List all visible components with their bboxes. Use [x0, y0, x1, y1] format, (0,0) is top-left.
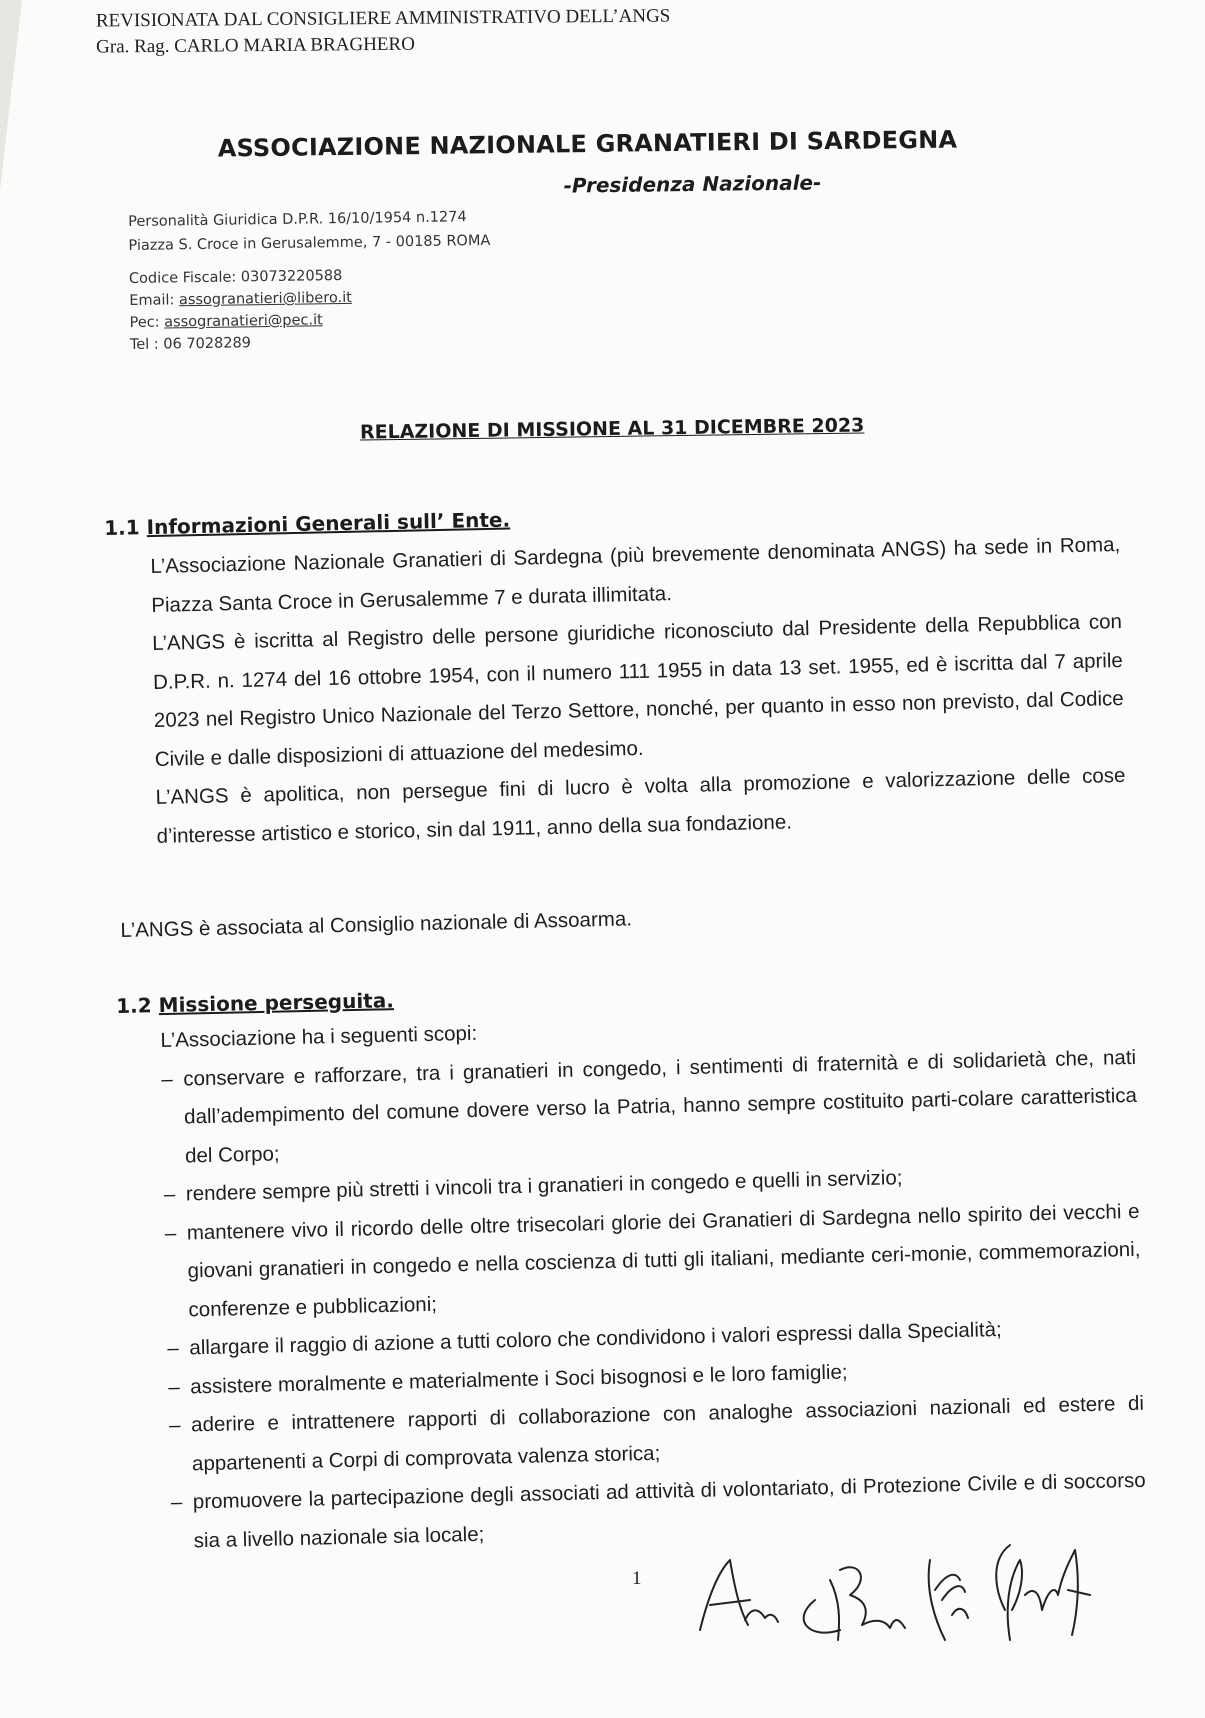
- email-label: Email:: [129, 292, 180, 309]
- list-dash: –: [170, 1490, 183, 1514]
- section-2-number: 1.2: [116, 993, 152, 1018]
- scope-item-text: aderire e intrattenere rapporti di collaborazione con analoghe associazioni nazionali ed estere di appartenenti a Corpi di comprovata valenza storica;: [190, 1391, 1145, 1475]
- telephone: Tel : 06 7028289: [129, 335, 252, 353]
- stamp-line-2: Gra. Rag. CARLO MARIA BRAGHERO: [96, 33, 415, 58]
- section-1-heading: [104, 508, 510, 540]
- list-dash: –: [163, 1182, 176, 1206]
- paragraph: L’ANGS è associata al Consiglio nazionale di Assoarma.: [120, 907, 633, 942]
- signature-4: [1008, 1550, 1090, 1640]
- scope-item-text: allargare il raggio di azione a tutti coloro che condividono i valori espressi dalla Specialità;: [189, 1317, 1002, 1360]
- legal-status: Personalità Giuridica D.P.R. 16/10/1954 n.1274: [128, 209, 467, 230]
- list-dash: –: [167, 1336, 180, 1360]
- list-dash: –: [161, 1067, 173, 1091]
- scope-item: [164, 1192, 1141, 1330]
- scopes-intro: L’Associazione ha i seguenti scopi:: [160, 1021, 478, 1052]
- handwritten-signatures: [690, 1500, 1150, 1650]
- scope-item-text: assistere moralmente e materialmente i Soci bisognosi e le loro famiglie;: [190, 1359, 848, 1398]
- list-dash: –: [164, 1221, 177, 1245]
- pec-label: Pec:: [129, 314, 165, 331]
- section-1-body: [150, 526, 1127, 856]
- email-link[interactable]: assogranatieri@libero.it: [178, 289, 352, 309]
- paragraph: L’ANGS è iscritta al Registro delle persone giuridiche riconosciuto dal Presidente della Repubblica con D.P.R. n. 1274 del 16 ottobre 1954, con il numero 111 1955 in data 13 set. 1955, ed è iscritta dal 7 aprile 2023 nel Registro Unico Nazionale del Terzo Settore, nonché, per quanto in esso non previsto, dal Codice Civile e dalle disposizioni di attuazione del medesimo.: [151, 609, 1124, 771]
- section-1-number: 1.1: [104, 515, 140, 540]
- revision-stamp: [96, 3, 671, 60]
- page-number: 1: [632, 1568, 642, 1589]
- section-2-title: Missione perseguita.: [158, 988, 395, 1018]
- organization-name: ASSOCIAZIONE NAZIONALE GRANATIERI DI SARDEGNA: [217, 125, 958, 163]
- scope-item-text: promuovere la partecipazione degli associati ad attività di volontariato, di Protezione Civile e di soccorso sia a livello nazionale sia locale;: [192, 1468, 1146, 1552]
- organization-info: [128, 205, 492, 356]
- scope-item-text: conservare e rafforzare, tra i granatieri in congedo, i sentimenti di fraternità e di solidarietà che, nati dall’adempimento del comune dovere verso la Patria, hanno sempre costituito parti-colare caratteristica del Corpo;: [183, 1045, 1138, 1167]
- section-1-title: Informazioni Generali sull’ Ente.: [146, 507, 511, 540]
- signature-3: [929, 1560, 968, 1640]
- paragraph: L’Associazione Nazionale Granatieri di Sardegna (più brevemente denominata ANGS) ha sede in Roma, Piazza Santa Croce in Gerusalemme 7 e durata illimitata.: [150, 532, 1121, 617]
- list-dash: –: [168, 1413, 181, 1437]
- section-1-assoarma: [120, 892, 1021, 951]
- address: Piazza S. Croce in Gerusalemme, 7 - 00185 ROMA: [128, 232, 491, 254]
- scope-item-text: rendere sempre più stretti i vincoli tra i granatieri in congedo e quelli in servizio;: [185, 1166, 903, 1206]
- scope-item-text: mantenere vivo il ricordo delle oltre trisecolari glorie dei Granatieri di Sardegna nello spirito dei vecchi e giovani granatieri in congedo e nella coscienza di tutti gli italiani, mediante ceri-monie, commemorazioni, conferenze e pubblicazioni;: [186, 1199, 1141, 1321]
- pec-link[interactable]: assogranatieri@pec.it: [164, 312, 323, 331]
- list-dash: –: [168, 1375, 180, 1399]
- fiscal-code: Codice Fiscale: 03073220588: [128, 268, 343, 287]
- signature-1: [700, 1560, 778, 1630]
- section-2-body: [160, 1000, 1147, 1561]
- report-title: RELAZIONE DI MISSIONE AL 31 DICEMBRE 2023: [359, 414, 865, 444]
- signature-2: [804, 1567, 905, 1640]
- scope-item: [161, 1038, 1138, 1176]
- stamp-line-1: REVISIONATA DAL CONSIGLIERE AMMINISTRATIVO DELL’ANGS: [95, 5, 671, 32]
- scopes-list: [161, 1038, 1147, 1560]
- organization-subtitle: -Presidenza Nazionale-: [563, 170, 822, 198]
- section-2-heading: [116, 988, 394, 1018]
- paragraph: L’ANGS è apolitica, non persegue fini di lucro è volta alla promozione e valorizzazione delle cose d’interesse artistico e storico, sin dal 1911, anno della sua fondazione.: [155, 763, 1126, 848]
